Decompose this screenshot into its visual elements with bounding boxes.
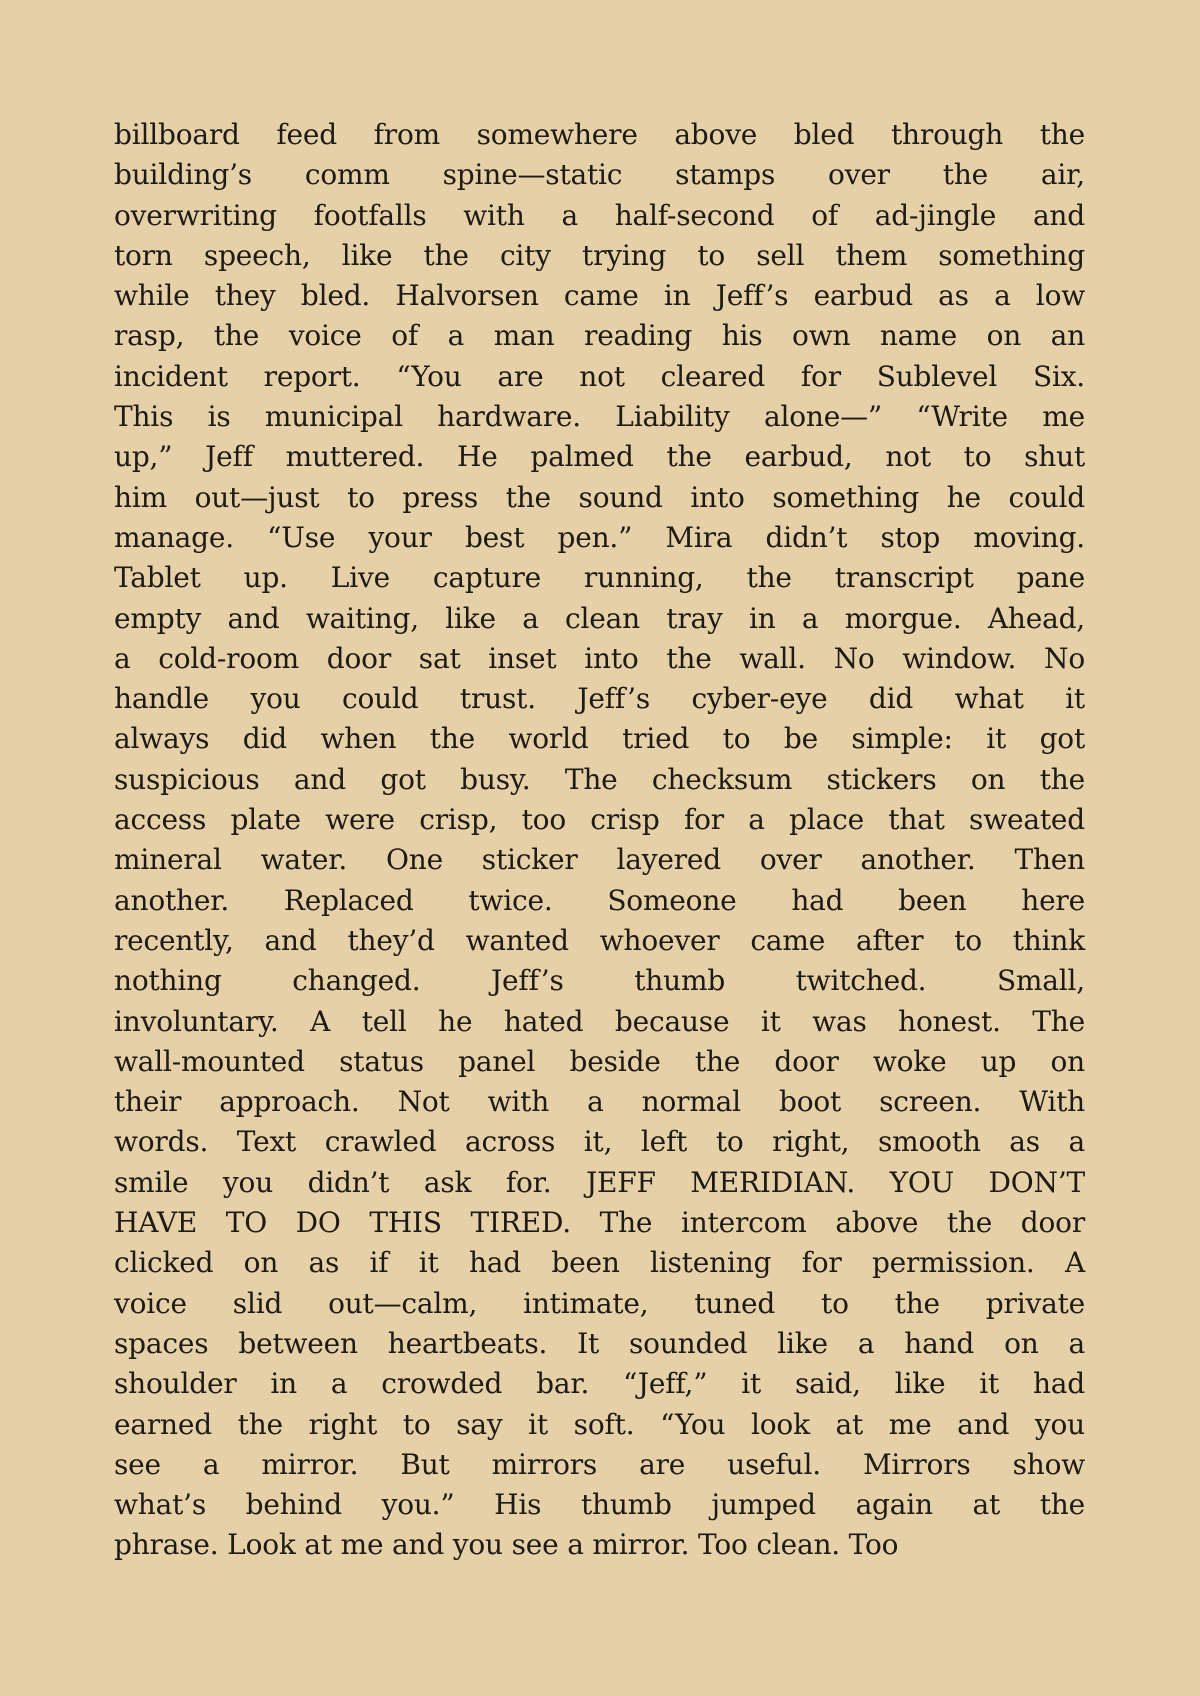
- text-line: empty and waiting, like a clean tray in a morgue. Ahead,: [114, 601, 1085, 635]
- text-line: see a mirror. But mirrors are useful. Mirrors show: [114, 1447, 1085, 1481]
- text-line: mineral water. One sticker layered over another. Then: [114, 843, 1085, 877]
- text-line: phrase. Look at me and you see a mirror. Too clean. Too: [114, 1528, 899, 1562]
- text-line: building’s comm spine—static stamps over the air,: [114, 158, 1085, 192]
- text-line: suspicious and got busy. The checksum stickers on the: [114, 762, 1085, 796]
- text-line: their approach. Not with a normal boot screen. With: [114, 1085, 1085, 1119]
- text-line: incident report. “You are not cleared for Sublevel Six.: [114, 359, 1085, 393]
- text-line: This is municipal hardware. Liability alone—” “Write me: [114, 400, 1085, 434]
- text-line: him out—just to press the sound into something he could: [114, 480, 1085, 514]
- text-line: words. Text crawled across it, left to right, smooth as a: [114, 1125, 1085, 1159]
- text-line: rasp, the voice of a man reading his own name on an: [114, 319, 1085, 353]
- text-line: nothing changed. Jeff’s thumb twitched. Small,: [114, 964, 1085, 998]
- text-line: another. Replaced twice. Someone had been here: [114, 883, 1085, 917]
- text-line: manage. “Use your best pen.” Mira didn’t stop moving.: [114, 520, 1085, 554]
- text-line: voice slid out—calm, intimate, tuned to the private: [114, 1286, 1085, 1320]
- text-line: up,” Jeff muttered. He palmed the earbud, not to shut: [114, 440, 1085, 474]
- text-line: billboard feed from somewhere above bled through the: [114, 118, 1085, 151]
- text-line: wall-mounted status panel beside the door woke up on: [114, 1044, 1085, 1078]
- text-line: earned the right to say it soft. “You look at me and you: [114, 1407, 1085, 1441]
- text-line: overwriting footfalls with a half-second of ad-jingle and: [114, 198, 1085, 232]
- text-line: recently, and they’d wanted whoever came after to think: [114, 923, 1085, 957]
- text-line: always did when the world tried to be simple: it got: [114, 722, 1085, 756]
- text-line: shoulder in a crowded bar. “Jeff,” it said, like it had: [114, 1367, 1085, 1401]
- text-line: smile you didn’t ask for. JEFF MERIDIAN. YOU DON’T: [114, 1165, 1085, 1199]
- text-line: while they bled. Halvorsen came in Jeff’s earbud as a low: [114, 279, 1085, 313]
- text-line: spaces between heartbeats. It sounded like a hand on a: [114, 1326, 1085, 1360]
- text-line: what’s behind you.” His thumb jumped again at the: [114, 1488, 1085, 1522]
- text-line: torn speech, like the city trying to sell them something: [114, 238, 1085, 272]
- text-line: HAVE TO DO THIS TIRED. The intercom above the door: [114, 1206, 1085, 1240]
- text-line: a cold-room door sat inset into the wall. No window. No: [114, 641, 1085, 675]
- text-line: Tablet up. Live capture running, the transcript pane: [114, 561, 1085, 595]
- text-line: handle you could trust. Jeff’s cyber-eye did what it: [114, 682, 1085, 716]
- text-line: involuntary. A tell he hated because it was honest. The: [114, 1004, 1085, 1038]
- text-line: clicked on as if it had been listening for permission. A: [114, 1246, 1085, 1280]
- page-body: [114, 115, 1085, 1566]
- text-line: access plate were crisp, too crisp for a place that sweated: [114, 803, 1085, 837]
